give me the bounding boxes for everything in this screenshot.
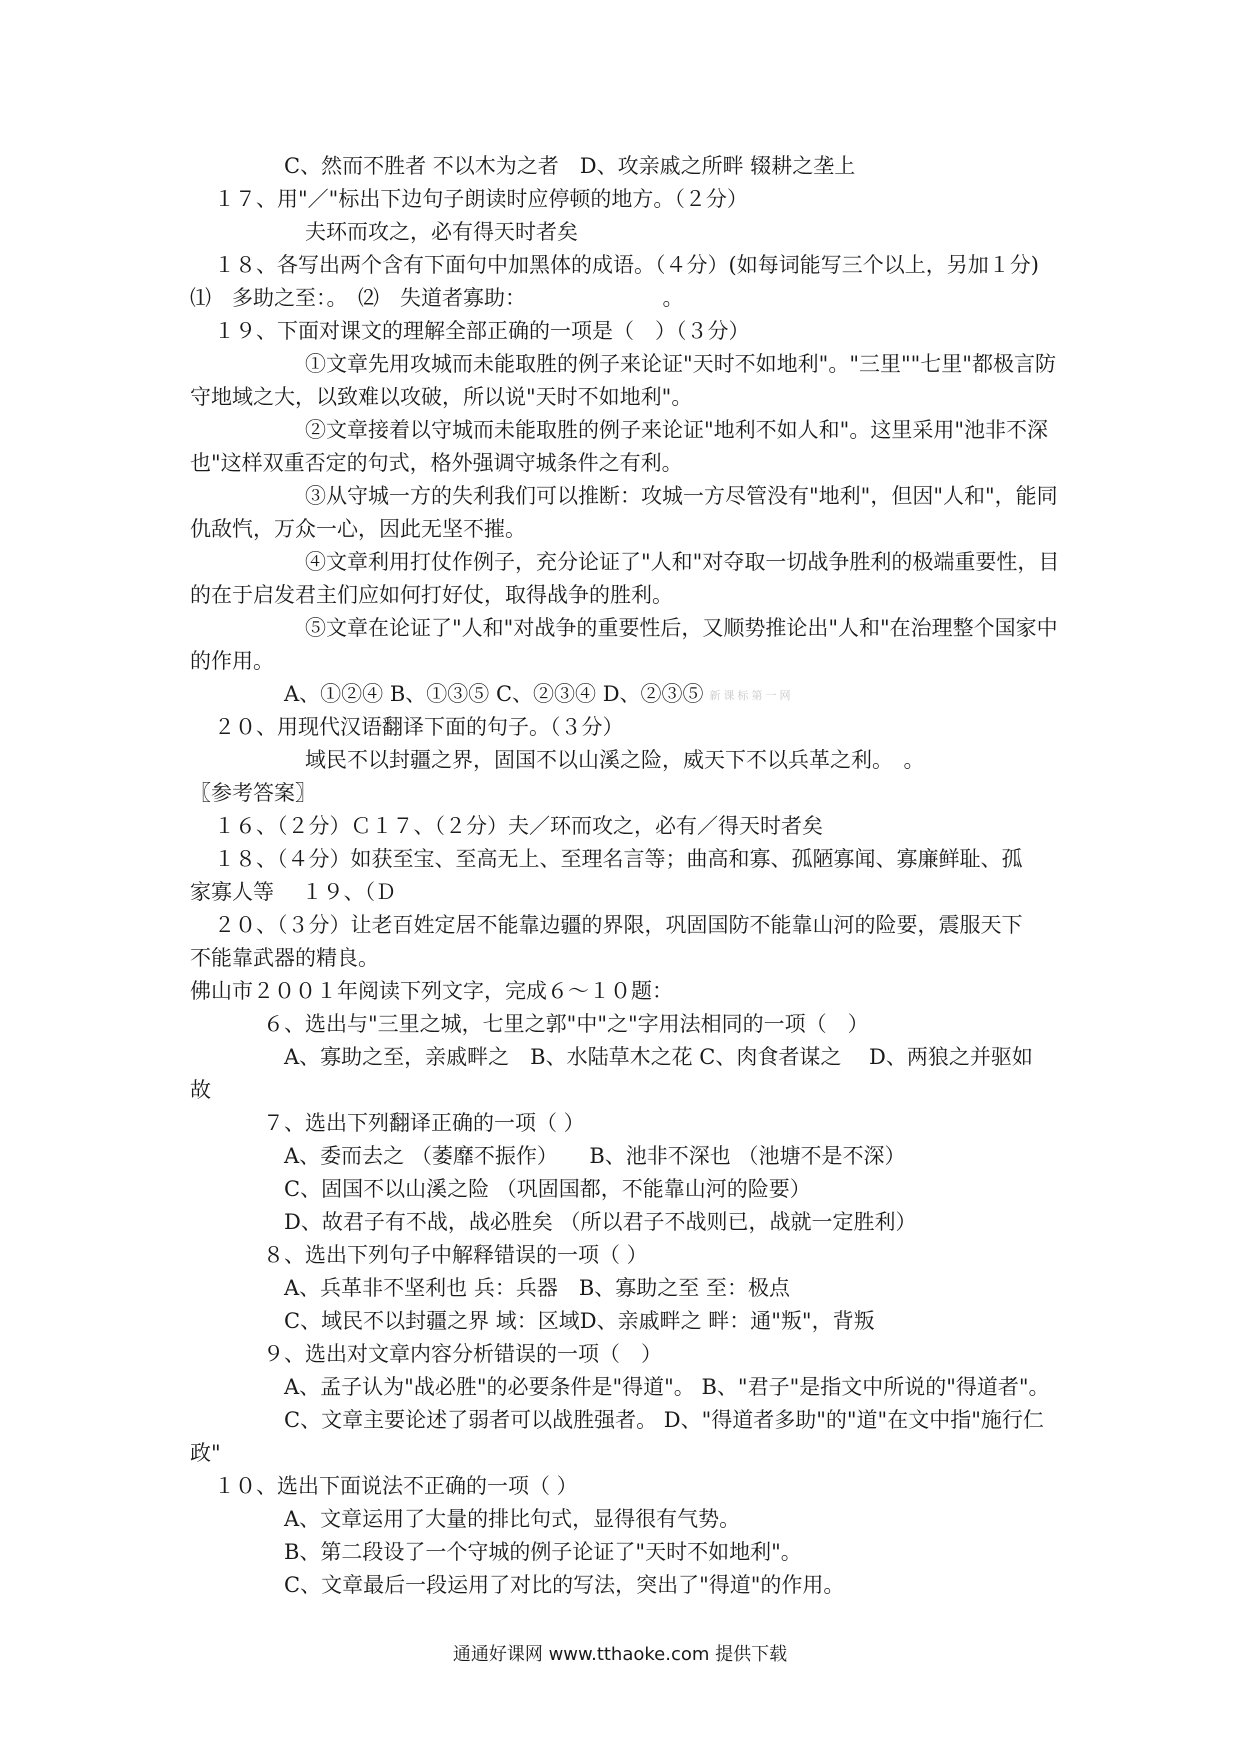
text-line: C、文章主要论述了弱者可以战胜强者。 D、"得道者多助"的"道"在文中指"施行仁 [242, 1408, 1044, 1432]
answer-line: 不能靠武器的精良。 [190, 946, 379, 970]
text-line: C、然而不胜者 不以木为之者 D、攻亲戚之所畔 辍耕之垄上 [242, 154, 856, 178]
question-8: ８、选出下列句子中解释错误的一项（ ） [242, 1243, 648, 1267]
text-line: C、文章最后一段运用了对比的写法，突出了"得道"的作用。 [242, 1573, 845, 1597]
text-line: C、域民不以封疆之界 域：区域D、亲戚畔之 畔：通"叛"，背叛 [242, 1309, 875, 1333]
text-line: A、兵革非不坚利也 兵：兵器 B、寡助之至 至：极点 [242, 1276, 790, 1300]
question-19: １９、下面对课文的理解全部正确的一项是（ ）（３分） [214, 319, 750, 343]
answer-options [190, 678, 1070, 711]
text-line: ②文章接着以守城而未能取胜的例子来论证"地利不如人和"。这里采用"池非不深 [242, 418, 1048, 442]
text-line: B、第二段设了一个守城的例子论证了"天时不如地利"。 [242, 1540, 802, 1564]
text-line: 的作用。 [190, 649, 274, 673]
question-10: １０、选出下面说法不正确的一项（ ） [214, 1474, 578, 1498]
text-line: ④文章利用打仗作例子，充分论证了"人和"对夺取一切战争胜利的极端重要性，目 [242, 550, 1060, 574]
question-17: １７、用"／"标出下边句子朗读时应停顿的地方。（２分） [214, 187, 748, 211]
text-line: 的在于启发君主们应如何打好仗，取得战争的胜利。 [190, 583, 673, 607]
text-line: 仇敌忾，万众一心，因此无坚不摧。 [190, 517, 526, 541]
section-heading: 佛山市２００１年阅读下列文字，完成６～１０题： [190, 979, 673, 1003]
answer-line: １８、（４分）如获至宝、至高无上、至理名言等；曲高和寡、孤陋寡闻、寡廉鲜耻、孤 [214, 847, 1023, 871]
answer-options-text: A、①②④ B、①③⑤ C、②③④ D、②③⑤ [242, 682, 704, 706]
question-20: ２０、用现代汉语翻译下面的句子。（３分） [214, 715, 624, 739]
text-line: 夫环而攻之，必有得天时者矣 [242, 220, 578, 244]
text-line: C、固国不以山溪之险 （巩固国都，不能靠山河的险要） [242, 1177, 811, 1201]
answer-line: 家寡人等 １９、（Ｄ [190, 880, 397, 904]
text-line: A、孟子认为"战必胜"的必要条件是"得道"。 B、"君子"是指文中所说的"得道者"。 [242, 1375, 1050, 1399]
text-line: D、故君子有不战，战必胜矣 （所以君子不战则已，战就一定胜利） [242, 1210, 917, 1234]
question-6: ６、选出与"三里之城，七里之郭"中"之"字用法相同的一项（ ） [242, 1012, 869, 1036]
text-line: 故 [190, 1078, 211, 1102]
question-18: １８、各写出两个含有下面句中加黑体的成语。（４分）(如每词能写三个以上，另加１分) [214, 253, 1039, 277]
answer-line: ２０、（３分）让老百姓定居不能靠边疆的界限，巩固国防不能靠山河的险要，震服天下 [214, 913, 1023, 937]
answer-line: １６、（２分）Ｃ１７、（２分）夫／环而攻之，必有／得天时者矣 [214, 814, 823, 838]
question-9: ９、选出对文章内容分析错误的一项（ ） [242, 1342, 662, 1366]
text-line: ⑤文章在论证了"人和"对战争的重要性后，又顺势推论出"人和"在治理整个国家中 [242, 616, 1058, 640]
page-footer: 通通好课网 www.tthaoke.com 提供下载 [452, 1644, 788, 1665]
text-line: ①文章先用攻城而未能取胜的例子来论证"天时不如地利"。"三里""七里"都极言防 [242, 352, 1056, 376]
text-line: ⑴ 多助之至：。 ⑵ 失道者寡助： 。 [190, 286, 684, 310]
text-line: 守地域之大，以致难以攻破，所以说"天时不如地利"。 [190, 385, 693, 409]
document-body [190, 150, 1070, 1602]
text-line: A、委而去之 （萎靡不振作） B、池非不深也 （池塘不是不深） [242, 1144, 906, 1168]
watermark-text: 新课标第一网 [709, 689, 794, 702]
reference-answer-heading: 〖参考答案〗 [190, 781, 316, 805]
text-line: ③从守城一方的失利我们可以推断：攻城一方尽管没有"地利"，但因"人和"，能同 [242, 484, 1058, 508]
text-line: A、寡助之至，亲戚畔之 B、水陆草木之花 C、肉食者谋之 D、两狼之并驱如 [242, 1045, 1033, 1069]
text-line: 也"这样双重否定的句式，格外强调守城条件之有利。 [190, 451, 683, 475]
text-line: A、文章运用了大量的排比句式，显得很有气势。 [242, 1507, 741, 1531]
text-line: 政" [190, 1441, 221, 1465]
question-7: ７、选出下列翻译正确的一项（ ） [242, 1111, 585, 1135]
text-line: 域民不以封疆之界，固国不以山溪之险，威天下不以兵革之利。 。 [242, 748, 925, 772]
